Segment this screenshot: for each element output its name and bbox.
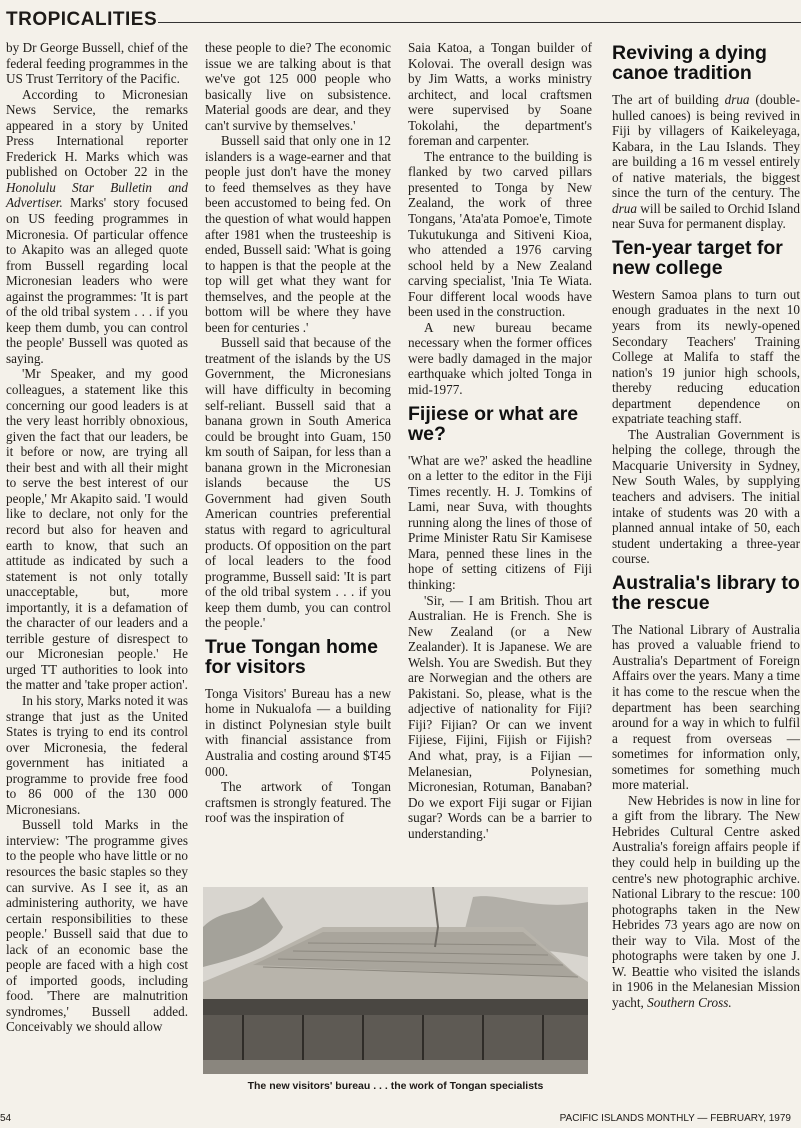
col1-paragraph (6, 87, 188, 367)
building-photo (203, 887, 588, 1074)
text-run: The art of building (612, 92, 725, 107)
headline-library-rescue: Australia's library to the rescue (612, 571, 800, 614)
column-2 (205, 40, 391, 826)
column-3 (408, 40, 592, 841)
publication-name: Honolulu Star Bulletin and Advertiser. (6, 179, 188, 211)
headline-new-college: Ten-year target for new college (612, 236, 783, 279)
section-title: TROPICALITIES (6, 9, 158, 30)
col4-paragraph: Western Samoa plans to turn out enough graduates in the next 10 years from its newly-opened Secondary Teachers' Training College at Malifa to staff the nation's 19 junior high schools, thereby reducing education department dependence on expatriate teaching staff. (612, 286, 800, 427)
text-run: According to Micronesian News Service, the remarks appeared in a story by United Press International reporter Frederick H. Marks which was published on October 22 in the (6, 86, 188, 180)
page-footer (0, 1113, 801, 1127)
col2-paragraph: these people to die? The economic issue we are talking about is that we've got 125 000 people who basically live on subsistence. Material goods are dear, and they can't survive by themselves.' (205, 40, 391, 133)
col2-paragraph: Tonga Visitors' Bureau has a new home in Nukualofa — a building in distinct Polynesian style built with financial assistance from Australia and costing around $T45 000. (205, 685, 391, 779)
col3-paragraph: 'What are we?' asked the headline on a letter to the editor in the Fiji Times recently. H. J. Tomkins of Lami, near Suva, with thoughts running along the lines of those of Prime Minister Ratu Sir Kamisese Mara, penned these lines in the hope of setting citizens of Fiji thinking: (408, 452, 592, 592)
col4-paragraph (612, 793, 800, 1011)
term-drua: drua (612, 200, 637, 216)
col4-paragraph: The National Library of Australia has proved a valuable friend to Australia's Department of Foreign Affairs over the years. Many a time it has come to the rescue when the department has been searching around for a way in which to fulfil a request from overseas — sometimes for information only, sometimes for something much more material. (612, 621, 800, 793)
text-run: (double-hulled canoes) is being revived in Fiji by villagers of Kaikeleyaga, Kabara, in the Lau Islands. They are building a 16 m vessel entirely of native materials, the biggest since the turn of the century. The (612, 92, 800, 201)
column-4 (612, 40, 800, 1010)
col4-paragraph: The Australian Government is helping the college, through the Macquarie University in Sydney, New South Wales, by supplying teachers and advisers. The initial intake of students was 20 with a planned annual intake of 50, each student undertaking a three-year course. (612, 426, 800, 567)
headline-canoe-tradition: Reviving a dying canoe tradition (612, 42, 767, 84)
col3-paragraph: Saia Katoa, a Tongan builder of Kolovai. The overall design was by Jim Watts, a works ministry architect, and local craftsmen were supervised by Soane Tokolahi, the department's foreman and carpenter. (408, 40, 592, 149)
building-photo-image (203, 887, 588, 1074)
col2-paragraph: Bussell said that because of the treatment of the islands by the US Government, the Micronesians will have difficulty in becoming self-reliant. Bussell said that a banana grown in South America could be brought into Guam, 150 km south of Saipan, for less than a banana grown in the Micronesian islands because the US Government had given South American countries preferential status with regard to agricultural products. Of opposition on the part of local leaders to the food programme, Bussell said: 'It is part of the old tribal system . . . if you keep them dumb, you can control the people.' (205, 335, 391, 631)
headline-tongan-visitors: True Tongan home for visitors (205, 635, 378, 678)
text-run: Marks' story focused on US feeding programmes in Micronesia. Of particular offence to Akapito was an alleged quote from Bussell regarding local Micronesian leaders who were against the programmes: 'It is part of the old tribal system . . . if you keep them dumb, you can control the people' Bussell was quoted as saying. (6, 195, 188, 366)
headline-fijiese: Fijiese or what are we? (408, 402, 579, 445)
col2-paragraph: The artwork of Tongan craftsmen is strongly featured. The roof was the inspiration of (205, 779, 391, 826)
col3-paragraph: The entrance to the building is flanked by two carved pillars presented to Tonga by New Zealand, the work of three Tongans, 'Ata'ata Pomoe'e, Timote Tukutukunga and Sitiveni Kioa, who attended a 1976 carving school held by a New Zealand carving specialist, 'Inia Te Wiata. Four different local woods have been used in the construction. (408, 148, 592, 320)
term-drua: drua (724, 92, 750, 107)
text-run: will be sailed to Orchid Island near Suva for permanent display. (612, 200, 800, 232)
page-number: 54 (0, 1113, 12, 1124)
col1-paragraph: Bussell told Marks in the interview: 'The programme gives to the people who have little or no resources the basic staples so they can survive. As I see it, as an administering authority, we have certain responsibilities to these people.' Bussell said that due to lack of an economic base the people are faced with a high cost of imported goods, including food. 'There are malnutrition syndromes,' Bussell added. Conceivably we should allow (6, 817, 188, 1035)
col4-paragraph (612, 92, 800, 232)
col1-paragraph: In his story, Marks noted it was strange that just as the United States is trying to end its control over Micronesia, the federal government has initiated a programme to provide free food to 86 000 of the 130 000 Micronesians. (6, 692, 188, 817)
col3-paragraph: 'Sir, — I am British. Thou art Australian. He is French. She is New Zealand (or a New Zealander). It is Japanese. We are Welsh. You are Swedish. But they are Norwegian and the others are Pakistani. So, please, what is the adjective of nationality for Fiji? Fiji? Fijian? Or can we invent Fijiese, Fijini, Fijish or Fijish? And what, pray, is a Fijian — Melanesian, Polynesian, Micronesian, Rotuman, Banaban? Do we export Fiji sugar or Fijian sugar? Words can be a barrier to understanding.' (408, 592, 592, 841)
col2-paragraph: Bussell said that only one in 12 islanders is a wage-earner and that people just don't have the money to feed themselves as they have been accustomed to being fed. On the question of what would happen after 1981 when the trusteeship is ended, Bussell said: 'What is going to happen is that the people at the top will get what they want for themselves, and the people at the bottom will be where they have been for centuries .' (205, 133, 391, 335)
col3-paragraph: A new bureau became necessary when the former offices were badly damaged in the major earthquake which jolted Tonga in mid-1977. (408, 319, 592, 398)
col1-paragraph: 'Mr Speaker, and my good colleagues, a statement like this concerning our good leaders is at the very least horribly obnoxious, given the fact that our leaders, be it before or now, are trying all their best and with all their might to serve the best interest of our people,' Mr Akapito said. 'I would like to declare, not only for the record but also for heaven and earth to know, that such an attitude as indicated by such a statement is not only totally unacceptable, but, more importantly, it is a defamation of the character of our leaders and a terrible gesture of disrespect to our Micronesian people.' He urged TT authorities to look into the matter and 'take proper action'. (6, 366, 188, 693)
photo-caption: The new visitors' bureau . . . the work of Tongan specialists (247, 1080, 544, 1092)
col1-paragraph: by Dr George Bussell, chief of the federal feeding programmes in the US Trust Territory of the Pacific. (6, 40, 188, 87)
magazine-info: PACIFIC ISLANDS MONTHLY — FEBRUARY, 1979 (559, 1113, 791, 1124)
column-1 (6, 40, 188, 1035)
yacht-name: Southern Cross. (647, 994, 732, 1010)
section-header (6, 9, 801, 35)
section-rule (158, 22, 801, 23)
text-run: New Hebrides is now in line for a gift from the library. The New Hebrides Cultural Centre asked Australia's foreign affairs people if they could help in building up the centre's new photographic archive. National Library to the rescue: 100 photographs taken in the New Hebrides 73 years ago are now on their way to Vila. Most of the photographs were taken by one J. W. Beattie who visited the islands in 1906 in the Melanesian Mission yacht, (612, 792, 800, 1010)
